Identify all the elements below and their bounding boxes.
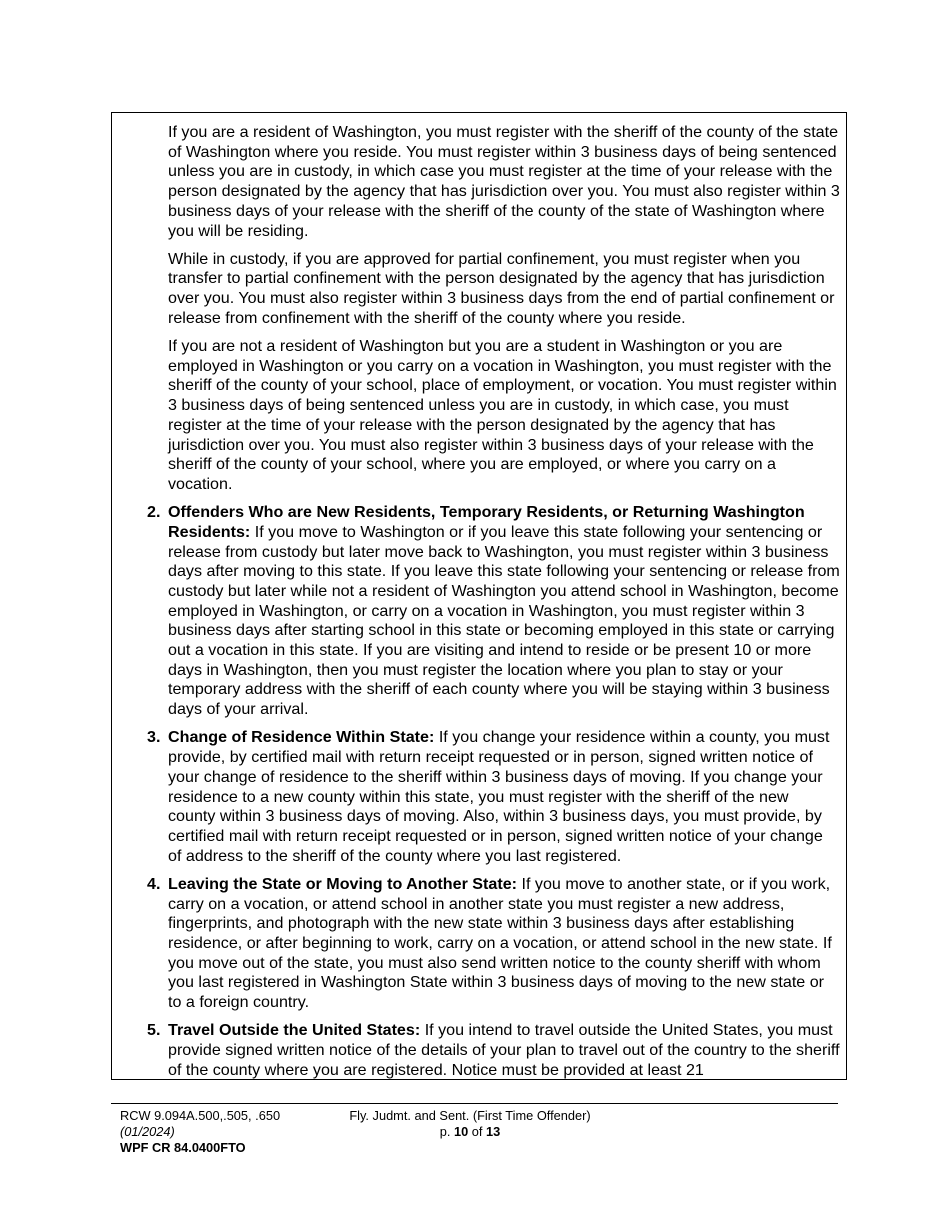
content-box <box>111 112 847 1080</box>
footer-title: Fly. Judmt. and Sent. (First Time Offender) <box>349 1108 591 1123</box>
footer-date: (01/2024) <box>120 1124 175 1139</box>
footer-divider <box>111 1103 838 1104</box>
footer-rcw: RCW 9.094A.500,.505, .650 <box>120 1108 281 1123</box>
item-body: If you move to another state, or if you work, carry on a vocation, or attend school in another state you must register a new address, fingerprints, and photograph with the new state within 3 business days after establishing residence, or after beginning to work, carry on a vocation, or attend school in the new state. If you move out of the state, you must also send written notice to the county sheriff with whom you last registered in Washington State within 3 business days of moving to the new state or to a foreign country. <box>168 874 832 1012</box>
item-number: 3. <box>147 728 161 747</box>
footer-center <box>340 1108 600 1140</box>
content-body <box>147 123 840 1080</box>
item-body: If you change your residence within a county, you must provide, by certified mail with return receipt requested or in person, signed written notice of your change of residence to the sheriff within 3 business days of moving. If you change your residence to a new county within this state, you must register with the sheriff of the new county within 3 business days of moving. Also, within 3 business days, you must provide, by certified mail with return receipt requested or in person, signed written notice of your change of address to the sheriff of the county where you last registered. <box>168 728 830 865</box>
item-body: If you move to Washington or if you leave this state following your sentencing or release from custody but later move back to Washington, you must register within 3 business days after moving to this state. If you leave this state following your sentencing or release from custody but later while not a resident of Washington you attend school in Washington, become employed in Washington, or carry on a vocation in Washington, you must register within 3 business days after starting school in this state or becoming employed in this state or carrying out a vocation in this state. If you are visiting and intend to reside or be present 10 or more days in Washington, then you must register the location where you plan to stay or your temporary address with the sheriff of each county where you will be staying within 3 business days of your arrival. <box>168 522 840 719</box>
item-number: 5. <box>147 1021 161 1040</box>
item-number: 4. <box>147 874 161 893</box>
item-new-residents <box>147 503 840 720</box>
paragraph-resident: If you are a resident of Washington, you must register with the sheriff of the county of the state of Washington where you reside. You must register within 3 business days of being sentenced unless you are in custody, in which case you must register at the time of your release with the person designated by the agency that has jurisdiction over you. You must also register within 3 business days of your release with the sheriff of the county of the state of Washington where you will be residing. <box>168 123 840 240</box>
item-travel-outside-us <box>147 1021 840 1080</box>
item-heading: Change of Residence Within State: <box>168 728 435 747</box>
item-body: If you intend to travel outside the United States, you must provide signed written notice of the details of your plan to travel out of the country to the sheriff of the county where you are registered. Notice must be provided at least 21 <box>168 1021 840 1079</box>
footer-form-id: WPF CR 84.0400FTO <box>120 1140 246 1155</box>
item-change-of-residence <box>147 728 840 866</box>
item-heading: Travel Outside the United States: <box>168 1021 421 1040</box>
page-prefix: p. <box>439 1124 451 1139</box>
item-leaving-state <box>147 874 840 1013</box>
item-number: 2. <box>147 503 161 522</box>
item-heading: Leaving the State or Moving to Another State: <box>168 874 518 893</box>
paragraph-partial-confinement: While in custody, if you are approved for partial confinement, you must register when you transfer to partial confinement with the person designated by the agency that has jurisdiction over you. You must also register within 3 business days from the end of partial confinement or release from confinement with the sheriff of the county where you reside. <box>168 249 835 327</box>
footer-page-number <box>340 1124 600 1140</box>
page-total: 13 <box>486 1124 501 1139</box>
page-of: of <box>471 1124 483 1139</box>
paragraph-non-resident: If you are not a resident of Washington but you are a student in Washington or you are employed in Washington or you carry on a vocation in Washington, you must register with the sheriff of the county of your school, place of employment, or vocation. You must register within 3 business days of being sentenced unless you are in custody, in which case, you must register at the time of your release with the person designated by the agency that has jurisdiction over you. You must also register within 3 business days of your release with the sheriff of the county of your school, where you are employed, or where you carry on a vocation. <box>168 337 837 493</box>
page-current: 10 <box>453 1124 469 1139</box>
item-heading: Offenders Who are New Residents, Temporary Residents, or Returning Washington Residents: <box>168 503 805 541</box>
